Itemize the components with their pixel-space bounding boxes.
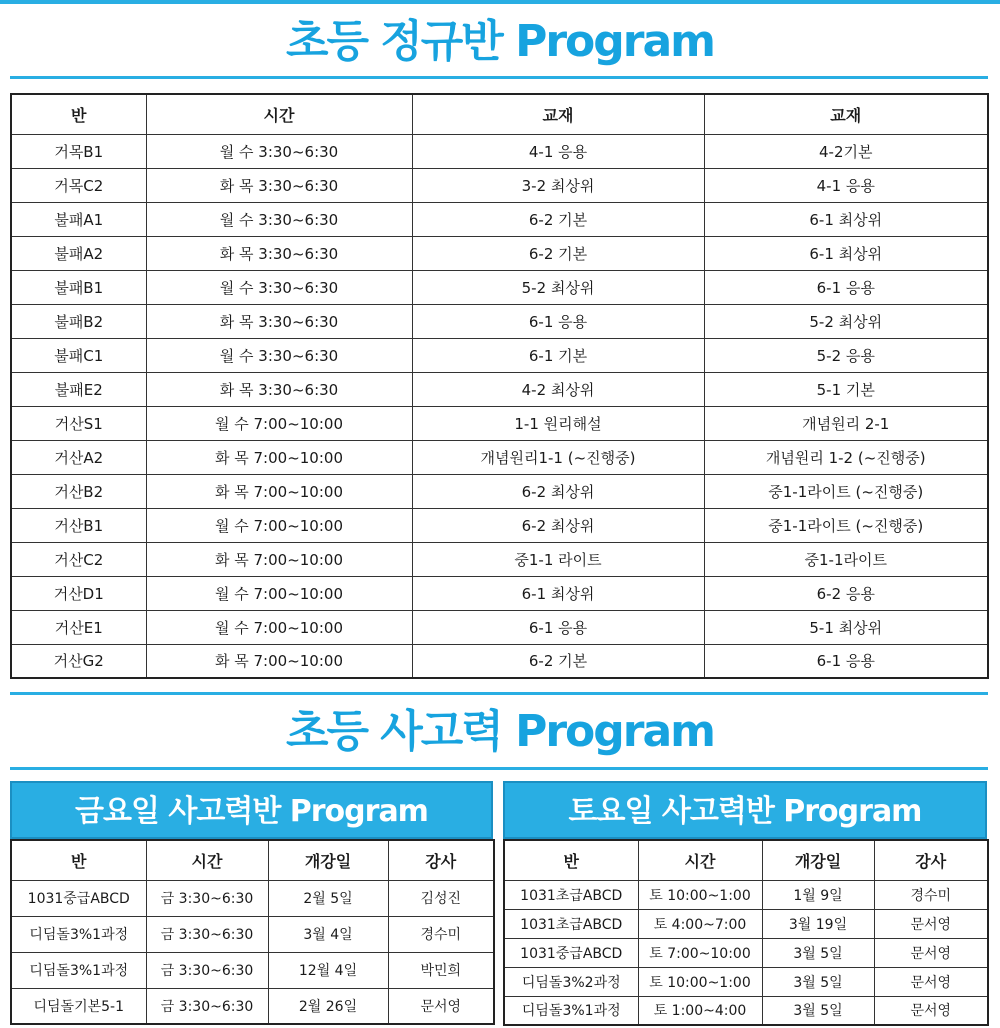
saturday-table-body bbox=[504, 880, 988, 1025]
thinking-title-rule bbox=[10, 767, 988, 770]
divider-rule bbox=[10, 692, 988, 695]
textbook-1-cell: 6-1 최상위 bbox=[412, 576, 704, 610]
time-cell: 화 목 7:00~10:00 bbox=[146, 440, 412, 474]
table-row bbox=[11, 576, 988, 610]
table-header-row bbox=[11, 840, 494, 880]
class-cell: 불패A1 bbox=[11, 202, 146, 236]
textbook-2-cell: 5-1 기본 bbox=[704, 372, 988, 406]
time-cell: 금 3:30~6:30 bbox=[146, 988, 268, 1024]
class-cell: 디딤돌3%1과정 bbox=[504, 996, 638, 1025]
table-row bbox=[504, 880, 988, 909]
class-cell: 불패E2 bbox=[11, 372, 146, 406]
table-header-row bbox=[504, 840, 988, 880]
regular-title-rule bbox=[10, 76, 988, 79]
header-instructor: 강사 bbox=[388, 840, 494, 880]
header-class: 반 bbox=[11, 94, 146, 134]
start-date-cell: 3월 5일 bbox=[762, 938, 874, 967]
table-row bbox=[11, 474, 988, 508]
textbook-2-cell: 6-1 응용 bbox=[704, 644, 988, 678]
saturday-program-panel bbox=[503, 781, 987, 1026]
start-date-cell: 12월 4일 bbox=[268, 952, 388, 988]
header-class: 반 bbox=[11, 840, 146, 880]
header-time: 시간 bbox=[638, 840, 762, 880]
header-time: 시간 bbox=[146, 94, 412, 134]
textbook-1-cell: 6-1 응용 bbox=[412, 304, 704, 338]
time-cell: 월 수 3:30~6:30 bbox=[146, 338, 412, 372]
table-row bbox=[11, 952, 494, 988]
time-cell: 화 목 3:30~6:30 bbox=[146, 168, 412, 202]
time-cell: 금 3:30~6:30 bbox=[146, 916, 268, 952]
time-cell: 화 목 7:00~10:00 bbox=[146, 474, 412, 508]
class-cell: 거산B1 bbox=[11, 508, 146, 542]
header-start-date: 개강일 bbox=[268, 840, 388, 880]
table-row bbox=[11, 304, 988, 338]
table-row bbox=[504, 909, 988, 938]
class-cell: 디딤돌3%2과정 bbox=[504, 967, 638, 996]
regular-table-body bbox=[11, 134, 988, 678]
time-cell: 금 3:30~6:30 bbox=[146, 880, 268, 916]
class-cell: 거산C2 bbox=[11, 542, 146, 576]
table-row bbox=[11, 988, 494, 1024]
table-row bbox=[11, 406, 988, 440]
time-cell: 금 3:30~6:30 bbox=[146, 952, 268, 988]
class-cell: 1031초급ABCD bbox=[504, 909, 638, 938]
textbook-1-cell: 6-1 응용 bbox=[412, 610, 704, 644]
class-cell: 불패B1 bbox=[11, 270, 146, 304]
textbook-1-cell: 1-1 원리해설 bbox=[412, 406, 704, 440]
table-row bbox=[11, 134, 988, 168]
time-cell: 토 4:00~7:00 bbox=[638, 909, 762, 938]
instructor-cell: 문서영 bbox=[388, 988, 494, 1024]
start-date-cell: 3월 5일 bbox=[762, 967, 874, 996]
instructor-cell: 김성진 bbox=[388, 880, 494, 916]
table-row bbox=[11, 508, 988, 542]
textbook-2-cell: 5-1 최상위 bbox=[704, 610, 988, 644]
friday-table-body bbox=[11, 880, 494, 1024]
table-row bbox=[504, 938, 988, 967]
table-row bbox=[11, 168, 988, 202]
friday-program-panel bbox=[10, 781, 493, 1025]
textbook-1-cell: 6-2 기본 bbox=[412, 644, 704, 678]
table-row bbox=[11, 270, 988, 304]
class-cell: 거산S1 bbox=[11, 406, 146, 440]
time-cell: 월 수 3:30~6:30 bbox=[146, 270, 412, 304]
textbook-2-cell: 중1-1라이트 bbox=[704, 542, 988, 576]
time-cell: 토 10:00~1:00 bbox=[638, 880, 762, 909]
textbook-1-cell: 4-1 응용 bbox=[412, 134, 704, 168]
friday-program-title: 금요일 사고력반 Program bbox=[10, 781, 493, 839]
textbook-1-cell: 6-2 기본 bbox=[412, 202, 704, 236]
thinking-program-title: 초등 사고력 Program bbox=[285, 706, 715, 757]
table-row bbox=[504, 967, 988, 996]
time-cell: 월 수 3:30~6:30 bbox=[146, 134, 412, 168]
textbook-2-cell: 5-2 최상위 bbox=[704, 304, 988, 338]
time-cell: 화 목 3:30~6:30 bbox=[146, 236, 412, 270]
table-row bbox=[11, 542, 988, 576]
class-cell: 불패C1 bbox=[11, 338, 146, 372]
table-row bbox=[11, 236, 988, 270]
textbook-2-cell: 5-2 응용 bbox=[704, 338, 988, 372]
instructor-cell: 경수미 bbox=[388, 916, 494, 952]
regular-program-table bbox=[10, 93, 989, 679]
table-row bbox=[11, 440, 988, 474]
saturday-program-title: 토요일 사고력반 Program bbox=[503, 781, 987, 839]
time-cell: 월 수 7:00~10:00 bbox=[146, 576, 412, 610]
textbook-2-cell: 4-1 응용 bbox=[704, 168, 988, 202]
time-cell: 토 10:00~1:00 bbox=[638, 967, 762, 996]
time-cell: 월 수 3:30~6:30 bbox=[146, 202, 412, 236]
textbook-1-cell: 3-2 최상위 bbox=[412, 168, 704, 202]
time-cell: 월 수 7:00~10:00 bbox=[146, 508, 412, 542]
time-cell: 화 목 7:00~10:00 bbox=[146, 644, 412, 678]
start-date-cell: 3월 4일 bbox=[268, 916, 388, 952]
table-row bbox=[504, 996, 988, 1025]
instructor-cell: 박민희 bbox=[388, 952, 494, 988]
class-cell: 거산E1 bbox=[11, 610, 146, 644]
textbook-2-cell: 6-1 최상위 bbox=[704, 202, 988, 236]
header-time: 시간 bbox=[146, 840, 268, 880]
time-cell: 토 1:00~4:00 bbox=[638, 996, 762, 1025]
instructor-cell: 문서영 bbox=[874, 967, 988, 996]
time-cell: 월 수 7:00~10:00 bbox=[146, 406, 412, 440]
table-row bbox=[11, 880, 494, 916]
table-header-row bbox=[11, 94, 988, 134]
top-accent-bar bbox=[0, 0, 1000, 4]
textbook-1-cell: 6-2 최상위 bbox=[412, 508, 704, 542]
textbook-1-cell: 5-2 최상위 bbox=[412, 270, 704, 304]
textbook-2-cell: 6-1 최상위 bbox=[704, 236, 988, 270]
header-textbook-2: 교재 bbox=[704, 94, 988, 134]
class-cell: 거산D1 bbox=[11, 576, 146, 610]
textbook-1-cell: 중1-1 라이트 bbox=[412, 542, 704, 576]
time-cell: 월 수 7:00~10:00 bbox=[146, 610, 412, 644]
table-row bbox=[11, 610, 988, 644]
class-cell: 거산B2 bbox=[11, 474, 146, 508]
time-cell: 화 목 3:30~6:30 bbox=[146, 372, 412, 406]
table-row bbox=[11, 372, 988, 406]
instructor-cell: 경수미 bbox=[874, 880, 988, 909]
header-instructor: 강사 bbox=[874, 840, 988, 880]
start-date-cell: 3월 5일 bbox=[762, 996, 874, 1025]
textbook-2-cell: 6-2 응용 bbox=[704, 576, 988, 610]
class-cell: 불패B2 bbox=[11, 304, 146, 338]
class-cell: 디딤돌3%1과정 bbox=[11, 916, 146, 952]
class-cell: 불패A2 bbox=[11, 236, 146, 270]
textbook-1-cell: 6-1 기본 bbox=[412, 338, 704, 372]
start-date-cell: 2월 26일 bbox=[268, 988, 388, 1024]
table-row bbox=[11, 916, 494, 952]
textbook-2-cell: 중1-1라이트 (~진행중) bbox=[704, 508, 988, 542]
table-row bbox=[11, 202, 988, 236]
class-cell: 거목C2 bbox=[11, 168, 146, 202]
table-row bbox=[11, 644, 988, 678]
textbook-1-cell: 4-2 최상위 bbox=[412, 372, 704, 406]
header-textbook-1: 교재 bbox=[412, 94, 704, 134]
header-class: 반 bbox=[504, 840, 638, 880]
start-date-cell: 1월 9일 bbox=[762, 880, 874, 909]
textbook-1-cell: 6-2 기본 bbox=[412, 236, 704, 270]
textbook-2-cell: 6-1 응용 bbox=[704, 270, 988, 304]
start-date-cell: 3월 19일 bbox=[762, 909, 874, 938]
textbook-2-cell: 개념원리 1-2 (~진행중) bbox=[704, 440, 988, 474]
instructor-cell: 문서영 bbox=[874, 909, 988, 938]
textbook-2-cell: 개념원리 2-1 bbox=[704, 406, 988, 440]
time-cell: 화 목 7:00~10:00 bbox=[146, 542, 412, 576]
header-start-date: 개강일 bbox=[762, 840, 874, 880]
saturday-program-table bbox=[503, 839, 989, 1026]
time-cell: 화 목 3:30~6:30 bbox=[146, 304, 412, 338]
textbook-2-cell: 중1-1라이트 (~진행중) bbox=[704, 474, 988, 508]
class-cell: 거산G2 bbox=[11, 644, 146, 678]
time-cell: 토 7:00~10:00 bbox=[638, 938, 762, 967]
regular-program-title: 초등 정규반 Program bbox=[285, 16, 715, 67]
class-cell: 1031중급ABCD bbox=[504, 938, 638, 967]
class-cell: 1031중급ABCD bbox=[11, 880, 146, 916]
class-cell: 1031초급ABCD bbox=[504, 880, 638, 909]
table-row bbox=[11, 338, 988, 372]
class-cell: 거산A2 bbox=[11, 440, 146, 474]
instructor-cell: 문서영 bbox=[874, 996, 988, 1025]
textbook-1-cell: 개념원리1-1 (~진행중) bbox=[412, 440, 704, 474]
instructor-cell: 문서영 bbox=[874, 938, 988, 967]
class-cell: 디딤돌기본5-1 bbox=[11, 988, 146, 1024]
start-date-cell: 2월 5일 bbox=[268, 880, 388, 916]
friday-program-table bbox=[10, 839, 495, 1025]
textbook-1-cell: 6-2 최상위 bbox=[412, 474, 704, 508]
class-cell: 거목B1 bbox=[11, 134, 146, 168]
textbook-2-cell: 4-2기본 bbox=[704, 134, 988, 168]
class-cell: 디딤돌3%1과정 bbox=[11, 952, 146, 988]
